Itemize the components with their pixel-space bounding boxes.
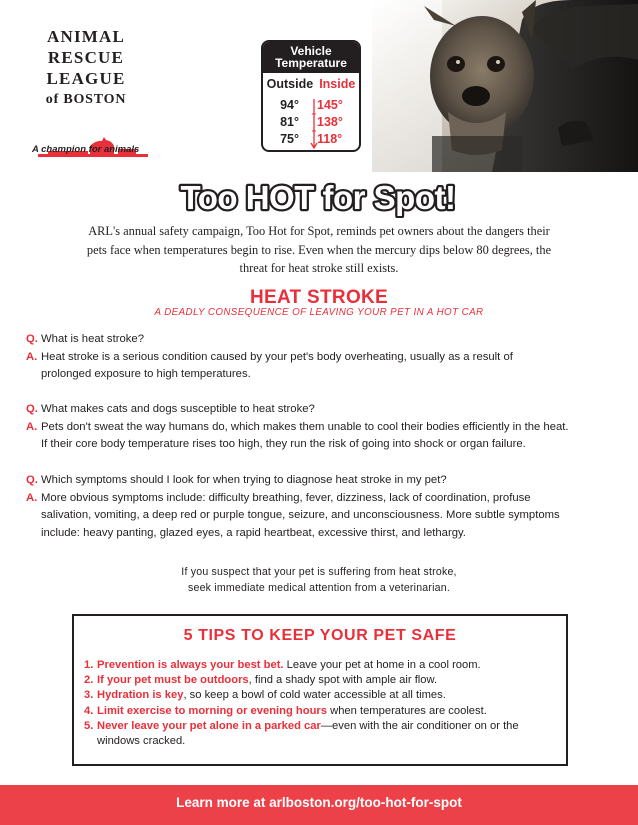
vehicle-temperature-title-line: Vehicle (290, 44, 332, 58)
answer-text: include: heavy panting, glazed eyes, a rapid heartbeat, excessive thirst, and lethargy. (41, 526, 466, 539)
org-tagline: A champion for animals (32, 144, 140, 155)
question-text: What makes cats and dogs susceptible to heat stroke? (41, 403, 315, 415)
answer-text: Heat stroke is a serious condition caused by your pet's body overheating, usually as a result of (41, 350, 513, 363)
tip-lead: Hydration is key (97, 689, 184, 702)
tip-item (84, 673, 554, 688)
vehicle-temperature-title-line: Temperature (275, 56, 347, 70)
answer-tag: A. (26, 491, 38, 504)
campaign-title-text: Too HOT for Spot! (180, 179, 456, 216)
answer-text: prolonged exposure to high temperatures. (41, 368, 251, 381)
section-subtitle: A DEADLY CONSEQUENCE OF LEAVING YOUR PET IN A HOT CAR (154, 307, 484, 318)
tip-text: Leave your pet at home in a cool room. (283, 659, 481, 671)
tip-text: , so keep a bowl of cold water accessible at all times. (183, 689, 446, 702)
tip-number: 3. (84, 689, 94, 702)
inside-label: Inside (319, 77, 356, 91)
question-tag: Q. (26, 333, 38, 345)
temperature-arrow-icon (310, 97, 318, 149)
qa-block (26, 331, 596, 384)
answer-text: If their core body temperature rises too high, they run the risk of going into shock or organ failure. (41, 438, 526, 451)
note-line: seek immediate medical attention from a veterinarian. (187, 581, 451, 594)
tip-item (84, 658, 554, 673)
section-title: HEAT STROKE (249, 287, 389, 308)
qa-block (26, 472, 596, 542)
answer-text: Pets don't sweat the way humans do, which makes them unable to cool their bodies efficiently in the heat. (41, 420, 569, 433)
tip-number: 1. (84, 659, 94, 671)
org-name-line: LEAGUE (46, 69, 126, 88)
tip-lead: If your pet must be outdoors (97, 674, 249, 687)
vehicle-temperature-title (263, 42, 359, 73)
tips-list (84, 658, 554, 749)
veterinarian-note (0, 565, 638, 596)
tip-text: , find a shady spot with ample air flow. (248, 674, 438, 687)
tips-box (72, 614, 568, 766)
note-line: If you suspect that your pet is suffering from heat stroke, (181, 566, 457, 578)
answer-tag: A. (26, 420, 38, 433)
org-name-line: RESCUE (47, 48, 125, 67)
tip-text: —even with the air conditioner on or the windows cracked. (97, 719, 519, 748)
tip-lead: Never leave your pet alone in a parked car (97, 719, 321, 732)
tip-lead: Prevention is always your best bet. (97, 659, 284, 671)
inside-temp: 118° (317, 132, 343, 146)
org-name-line: of BOSTON (45, 92, 127, 107)
tips-title: 5 TIPS TO KEEP YOUR PET SAFE (183, 627, 457, 644)
tip-lead: Limit exercise to morning or evening hours (97, 704, 328, 717)
tip-item (84, 704, 554, 719)
question-text: What is heat stroke? (41, 333, 144, 345)
tip-text: when temperatures are coolest. (327, 704, 487, 717)
tip-number: 2. (84, 674, 94, 687)
outside-temp: 81° (280, 115, 299, 129)
tip-number: 4. (84, 704, 94, 717)
org-name-line: ANIMAL (46, 27, 126, 46)
outside-label: Outside (266, 77, 314, 91)
vehicle-temperature-box (261, 40, 361, 152)
answer-text: salivation, vomiting, a deep red or purple tongue, seizure, and unconsciousness. More subtle symptoms (41, 509, 560, 522)
inside-temp: 145° (317, 98, 343, 112)
tip-item (84, 688, 554, 703)
qa-block (26, 401, 596, 454)
intro-paragraph: ARL's annual safety campaign, Too Hot for Spot, reminds pet owners about the dangers their pets face when temperatures begin to rise. Even when the mercury dips below 80 degrees, the threat for heat stroke still exists. (86, 224, 552, 275)
tip-item (84, 719, 554, 749)
answer-tag: A. (26, 350, 38, 363)
tip-number: 5. (84, 719, 94, 732)
outside-temp: 94° (280, 98, 299, 112)
org-logo (26, 26, 146, 110)
dog-in-car-photo (372, 0, 638, 172)
question-tag: Q. (26, 403, 38, 415)
question-text: Which symptoms should I look for when trying to diagnose heat stroke in my pet? (41, 474, 447, 486)
question-tag: Q. (26, 474, 38, 486)
footer-link[interactable]: Learn more at arlboston.org/too-hot-for-spot (0, 785, 638, 825)
inside-temp: 138° (317, 115, 343, 129)
campaign-title (172, 176, 464, 218)
outside-temp: 75° (280, 132, 299, 146)
answer-text: More obvious symptoms include: difficulty breathing, fever, dizziness, lack of coordination, profuse (41, 491, 531, 504)
